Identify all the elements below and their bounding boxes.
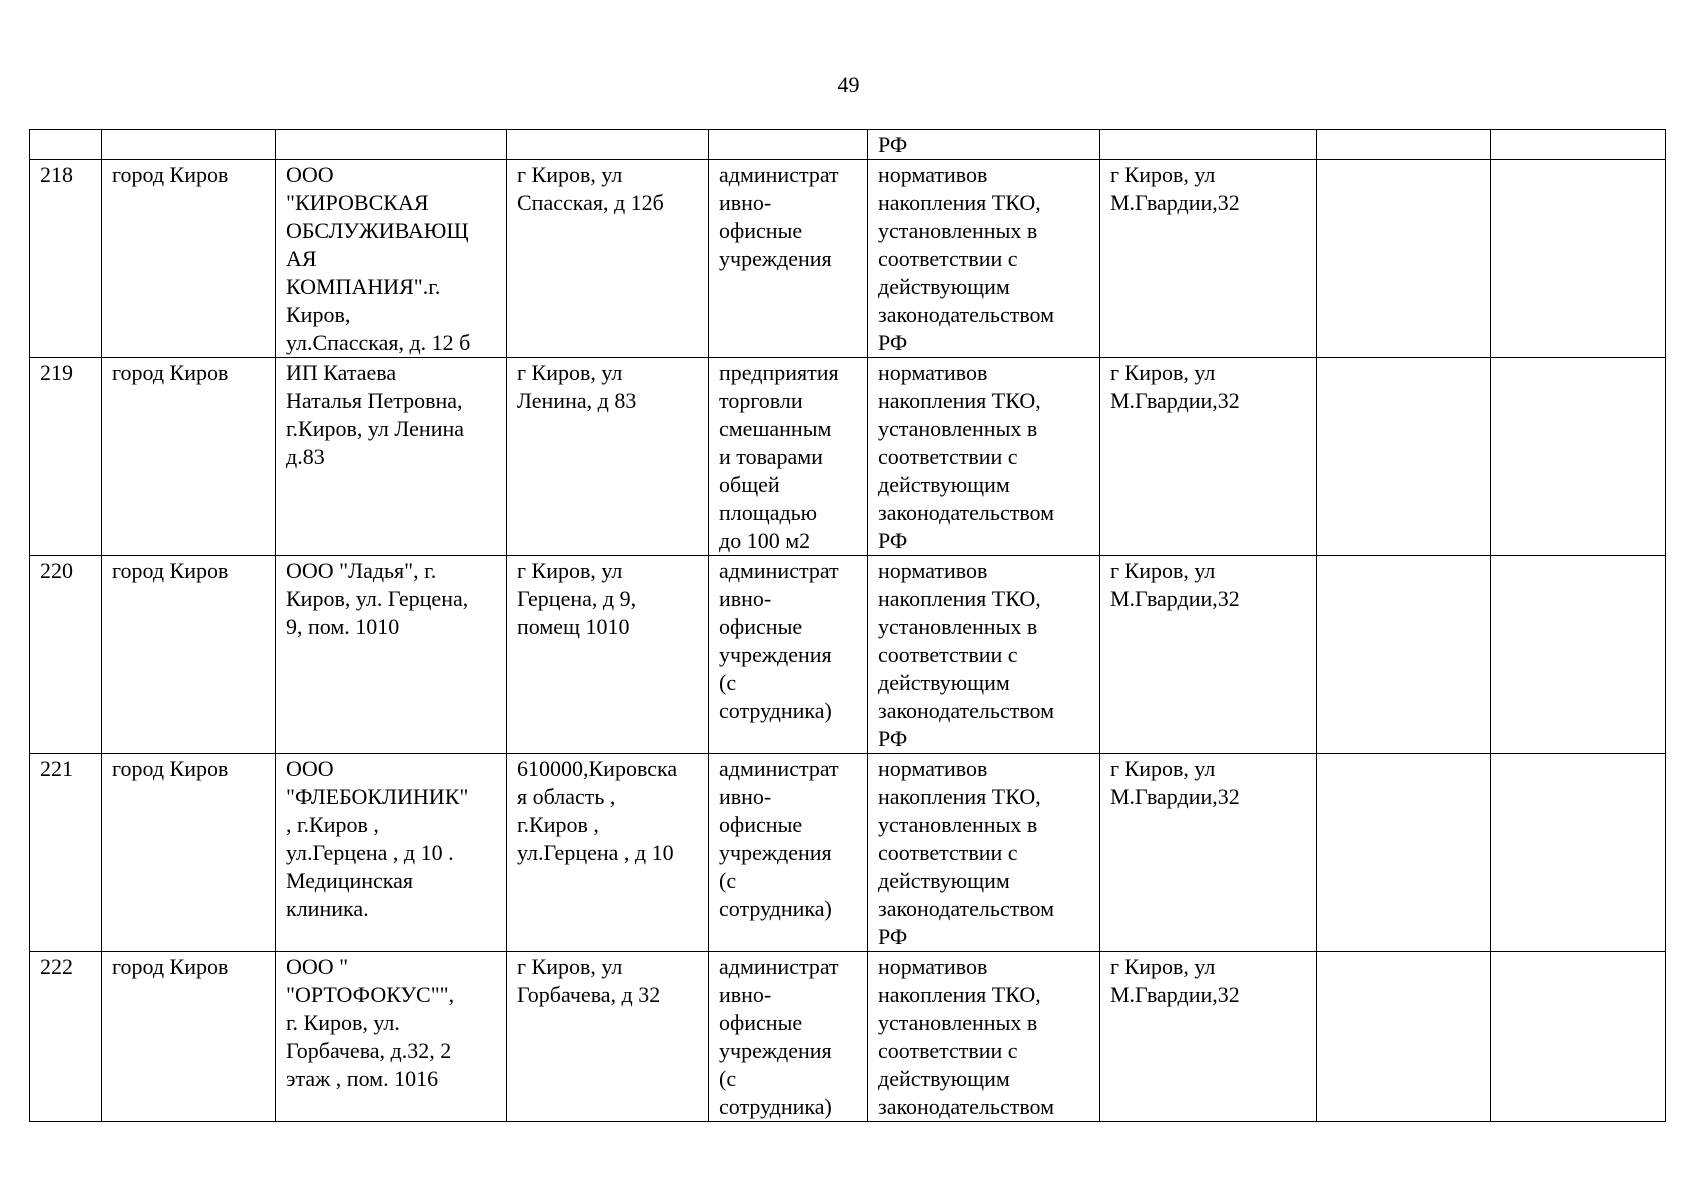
cell-extra-2	[1491, 556, 1666, 754]
cell-extra-1	[1317, 556, 1491, 754]
cell-extra-1	[1317, 130, 1491, 160]
cell-address	[507, 130, 709, 160]
cell-extra-1	[1317, 160, 1491, 358]
cell-disposal: г Киров, ул М.Гвардии,32	[1100, 754, 1317, 952]
registry-table	[29, 129, 1666, 1122]
cell-address: г Киров, ул Горбачева, д 32	[507, 952, 709, 1122]
cell-disposal: г Киров, ул М.Гвардии,32	[1100, 160, 1317, 358]
table-row	[30, 358, 1666, 556]
table-row	[30, 754, 1666, 952]
cell-category: администрат ивно- офисные учреждения (с сотрудника)	[709, 952, 868, 1122]
cell-category: администрат ивно- офисные учреждения	[709, 160, 868, 358]
cell-category: предприятия торговли смешанным и товарами общей площадью до 100 м2	[709, 358, 868, 556]
cell-locality: город Киров	[102, 754, 276, 952]
cell-norm: РФ	[868, 130, 1100, 160]
cell-norm: нормативов накопления ТКО, установленных в соответствии с действующим законодательством РФ	[868, 754, 1100, 952]
cell-norm: нормативов накопления ТКО, установленных в соответствии с действующим законодательством РФ	[868, 160, 1100, 358]
cell-extra-2	[1491, 952, 1666, 1122]
cell-locality	[102, 130, 276, 160]
cell-num: 220	[30, 556, 102, 754]
cell-locality: город Киров	[102, 556, 276, 754]
table-row	[30, 556, 1666, 754]
cell-norm: нормативов накопления ТКО, установленных в соответствии с действующим законодательством	[868, 952, 1100, 1122]
cell-locality: город Киров	[102, 952, 276, 1122]
cell-extra-2	[1491, 130, 1666, 160]
cell-locality: город Киров	[102, 160, 276, 358]
table-row-continuation	[30, 130, 1666, 160]
cell-disposal: г Киров, ул М.Гвардии,32	[1100, 556, 1317, 754]
cell-extra-2	[1491, 160, 1666, 358]
cell-num: 222	[30, 952, 102, 1122]
cell-category: администрат ивно- офисные учреждения (с сотрудника)	[709, 754, 868, 952]
cell-extra-1	[1317, 952, 1491, 1122]
cell-disposal: г Киров, ул М.Гвардии,32	[1100, 358, 1317, 556]
cell-extra-1	[1317, 358, 1491, 556]
cell-category: администрат ивно- офисные учреждения (с сотрудника)	[709, 556, 868, 754]
cell-category	[709, 130, 868, 160]
cell-norm: нормативов накопления ТКО, установленных в соответствии с действующим законодательством РФ	[868, 358, 1100, 556]
cell-organization: ООО " "ОРТОФОКУС"", г. Киров, ул. Горбачева, д.32, 2 этаж , пом. 1016	[276, 952, 507, 1122]
cell-extra-2	[1491, 358, 1666, 556]
page-number: 49	[837, 72, 860, 97]
table-row	[30, 160, 1666, 358]
cell-num: 221	[30, 754, 102, 952]
cell-num: 219	[30, 358, 102, 556]
cell-address: г Киров, ул Спасская, д 12б	[507, 160, 709, 358]
cell-num: 218	[30, 160, 102, 358]
cell-address: 610000,Кировска я область , г.Киров , ул.Герцена , д 10	[507, 754, 709, 952]
cell-organization: ООО "ФЛЕБОКЛИНИК" , г.Киров , ул.Герцена , д 10 . Медицинская клиника.	[276, 754, 507, 952]
cell-extra-1	[1317, 754, 1491, 952]
cell-locality: город Киров	[102, 358, 276, 556]
cell-organization	[276, 130, 507, 160]
cell-disposal	[1100, 130, 1317, 160]
cell-organization: ООО "КИРОВСКАЯ ОБСЛУЖИВАЮЩ АЯ КОМПАНИЯ".г. Киров, ул.Спасская, д. 12 б	[276, 160, 507, 358]
cell-organization: ИП Катаева Наталья Петровна, г.Киров, ул Ленина д.83	[276, 358, 507, 556]
cell-organization: ООО "Ладья", г. Киров, ул. Герцена, 9, пом. 1010	[276, 556, 507, 754]
cell-address: г Киров, ул Герцена, д 9, помещ 1010	[507, 556, 709, 754]
cell-disposal: г Киров, ул М.Гвардии,32	[1100, 952, 1317, 1122]
table-row	[30, 952, 1666, 1122]
cell-address: г Киров, ул Ленина, д 83	[507, 358, 709, 556]
cell-num	[30, 130, 102, 160]
cell-norm: нормативов накопления ТКО, установленных в соответствии с действующим законодательством РФ	[868, 556, 1100, 754]
cell-extra-2	[1491, 754, 1666, 952]
